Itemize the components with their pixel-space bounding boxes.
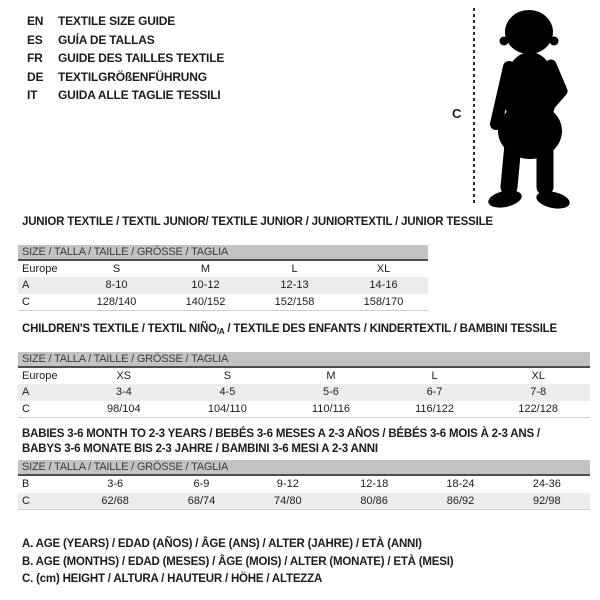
language-row [27, 31, 224, 50]
size-value-cell: 62/68 [101, 494, 129, 507]
language-title: GUÍA DE TALLAS [58, 32, 155, 47]
language-title: TEXTILGRÖßENFÜHRUNG [58, 69, 207, 84]
row-label: C [22, 494, 30, 507]
row-label: Europe [22, 369, 58, 382]
language-title: TEXTILE SIZE GUIDE [58, 14, 176, 29]
size-value-cell: 7-8 [530, 386, 547, 399]
size-value-cell: M [200, 262, 211, 275]
row-label: C [22, 402, 30, 415]
size-value-cell: 128/140 [96, 295, 137, 308]
size-header-bar: SIZE / TALLA / TAILLE / GRÖSSE / TAGLIA [18, 460, 590, 476]
row-label: Europe [22, 262, 58, 275]
size-value-cell: 110/116 [311, 402, 351, 415]
table-row [18, 401, 590, 418]
table-title-text: /A [216, 327, 225, 336]
size-table [18, 261, 428, 312]
language-row [27, 68, 224, 87]
size-value-cell: 8-10 [105, 279, 128, 292]
size-value-cell: 12-18 [360, 478, 389, 491]
size-value-cell: 152/158 [274, 295, 315, 308]
table-title [18, 215, 493, 230]
size-value-cell: XS [116, 369, 132, 382]
table-row [18, 368, 590, 385]
size-value-cell: 92/98 [533, 494, 561, 507]
table-title [18, 427, 590, 456]
size-value-cell: 6-9 [193, 478, 210, 491]
babies-textile-section [18, 427, 590, 510]
language-row [27, 12, 224, 31]
size-value-cell: 9-12 [276, 478, 299, 491]
size-value-cell: 74/80 [274, 494, 302, 507]
language-title: GUIDA ALLE TAGLIE TESSILI [58, 88, 221, 103]
table-row [18, 493, 590, 510]
table-title-text: JUNIOR TEXTILE / TEXTIL JUNIOR/ TEXTILE JUNIOR / JUNIORTEXTIL / JUNIOR TESSILE [22, 216, 493, 228]
table-row [18, 294, 428, 311]
size-value-cell: M [326, 369, 336, 382]
size-table [18, 476, 590, 510]
footnote-line: A. AGE (YEARS) / EDAD (AÑOS) / ÂGE (ANS) / ALTER (JAHRE) / ETÀ (ANNI) [22, 538, 422, 550]
size-value-cell: S [223, 369, 232, 382]
measure-footnotes [22, 536, 453, 589]
language-code: ES [27, 32, 43, 47]
size-value-cell: 10-12 [191, 279, 220, 292]
size-value-cell: 14-16 [369, 279, 398, 292]
table-title-text: BABIES 3-6 MONTH TO 2-3 YEARS / BEBÉS 3-6 MESES A 2-3 AÑOS / BÉBÉS 3-6 MOIS À 2-3 ANS / [22, 428, 540, 440]
footnote-line: B. AGE (MONTHS) / EDAD (MESES) / ÂGE (MOIS) / ALTER (MONATE) / ETÀ (MESI) [22, 555, 454, 568]
size-value-cell: 140/152 [185, 295, 226, 308]
size-value-cell: XL [531, 369, 545, 382]
table-row [18, 277, 428, 294]
size-value-cell: 3-4 [115, 386, 132, 399]
size-value-cell: 86/92 [446, 494, 475, 507]
row-label: A [22, 386, 30, 399]
size-value-cell: 116/122 [415, 402, 455, 415]
size-value-cell: 18-24 [446, 478, 475, 491]
size-value-cell: 4-5 [219, 386, 236, 399]
size-value-cell: 98/104 [106, 402, 141, 415]
children-textile-section [18, 322, 590, 418]
size-value-cell: 80/86 [360, 494, 388, 507]
table-title [18, 322, 590, 340]
junior-textile-section [18, 215, 493, 311]
size-value-cell: XL [376, 262, 391, 275]
language-row [27, 49, 224, 68]
table-row [18, 261, 428, 278]
language-code: DE [27, 69, 44, 84]
size-header-bar: SIZE / TALLA / TAILLE / GRÖSSE / TAGLIA [18, 245, 428, 261]
size-value-cell: 68/74 [187, 494, 216, 507]
size-value-cell: 104/110 [207, 402, 247, 415]
footnote-line: C. (cm) HEIGHT / ALTURA / HAUTEUR / HÖHE / ALTEZZA [22, 573, 323, 585]
table-row [18, 476, 590, 493]
size-value-cell: 3-6 [107, 478, 124, 491]
language-title: GUIDE DES TAILLES TEXTILE [58, 51, 225, 66]
size-value-cell: 158/170 [363, 295, 404, 308]
size-value-cell: L [291, 262, 298, 275]
size-value-cell: 122/128 [518, 402, 559, 415]
size-value-cell: 12-13 [280, 279, 309, 292]
table-title-text: BABYS 3-6 MONATE BIS 2-3 JAHRE / BAMBINI 3-6 MESI A 2-3 ANNI [22, 442, 378, 455]
row-label: A [22, 279, 30, 292]
row-label: B [22, 478, 30, 491]
size-value-cell: L [431, 369, 438, 382]
table-title-line [22, 215, 493, 230]
row-label: C [22, 295, 30, 308]
table-title-line [22, 442, 590, 457]
table-title-text: / TEXTILE DES ENFANTS / KINDERTEXTIL / BAMBINI TESSILE [224, 323, 557, 335]
size-value-cell: 5-6 [323, 386, 339, 399]
height-measure-dashed-line [473, 8, 475, 206]
language-row [27, 86, 224, 105]
height-measure-label: C [452, 106, 462, 121]
size-value-cell: 6-7 [426, 386, 443, 399]
language-code: EN [27, 14, 44, 29]
size-header-bar: SIZE / TALLA / TAILLE / GRÖSSE / TAGLIA [18, 352, 590, 368]
language-title-list [27, 12, 224, 105]
language-code: FR [27, 51, 43, 66]
table-title-text: CHILDREN'S TEXTILE / TEXTIL NIÑO [22, 323, 217, 335]
table-title-line [22, 427, 590, 442]
table-title-line [22, 322, 590, 340]
size-value-cell: S [112, 262, 121, 275]
size-value-cell: 24-36 [532, 478, 561, 491]
table-row [18, 384, 590, 401]
size-table [18, 368, 590, 419]
toddler-silhouette-icon [483, 9, 578, 213]
language-code: IT [27, 88, 38, 103]
